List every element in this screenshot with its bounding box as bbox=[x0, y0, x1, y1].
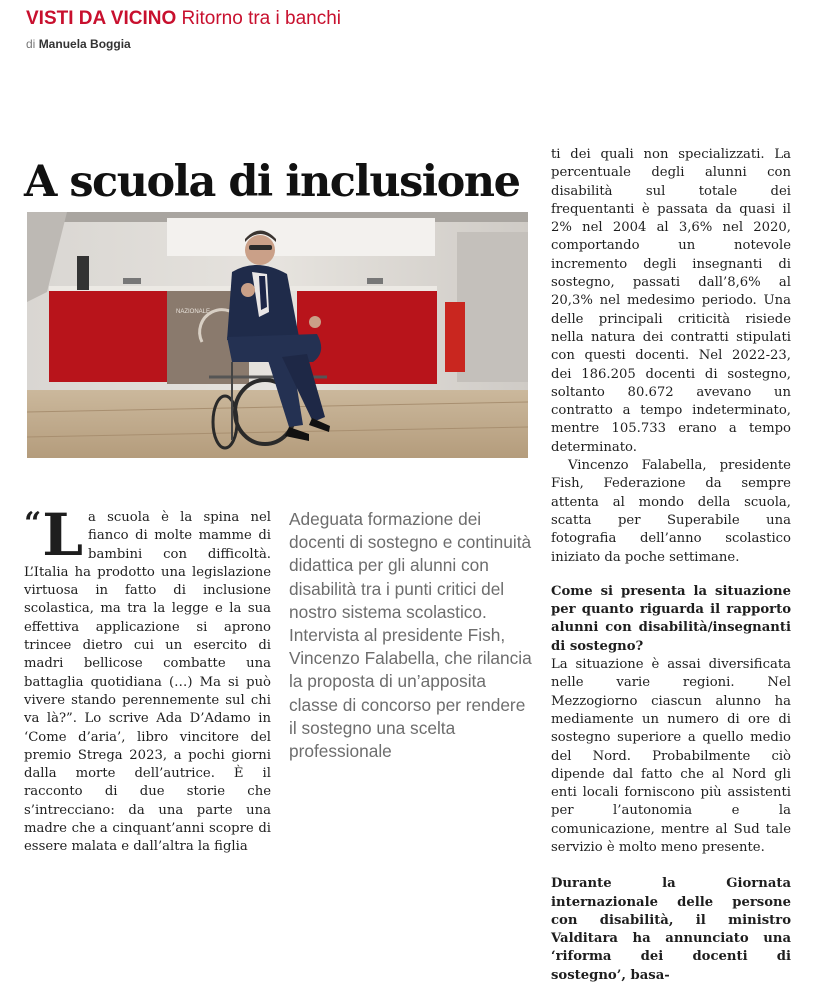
column-1-text: a scuola è la spina nel fianco di molte mamme di bambini con difficoltà. L’Italia ha prodotto una legislazione virtuosa in fatto di inclusione scolastica, ma tra la legge e la sua effettiva applicazione si aprono trincee dietro cui un esercito di madri bellicose combatte una battaglia quotidiana (…) Ma si può vivere stando perennemente sul chi va là?”. Lo scrive Ada D’Adamo in ‘Come d’aria’, libro vincitore del premio Strega 2023, a pochi giorni dalla morte dell’autrice. È il racconto di due storie che s’intrecciano: da una parte una madre che a cinquant’anni scopre di essere malata e dall’altra la figlia bbox=[24, 510, 271, 855]
column-3-bold-paragraph: Durante la Giornata internazionale delle persone con disabilità, il ministro Valditara ha annunciato una ‘riforma dei docenti di sostegno’, basa- bbox=[551, 876, 791, 983]
interview-question: Come si presenta la situazione per quanto riguarda il rapporto alunni con disabilità/insegnanti di sostegno? bbox=[551, 583, 791, 654]
podium-text: NAZIONALE bbox=[176, 309, 211, 315]
interview-answer: La situazione è assai diversificata nelle varie regioni. Nel Mezzogiorno ciascun alunno ha mediamente un numero di ore di sostegno superiore a quello medio del Nord. Probabilmente ciò dipende dal fatto che al Nord gli enti locali forniscono più assistenti per l’autonomia e la comunicazione, mentre al Sud tale servizio è molto meno presente. bbox=[551, 657, 791, 855]
subsection-name: Ritorno tra i banchi bbox=[181, 8, 342, 29]
byline bbox=[26, 37, 131, 51]
section-kicker bbox=[26, 8, 341, 30]
article-headline: A scuola di inclusione bbox=[24, 156, 520, 207]
opening-quote-mark: “ bbox=[24, 506, 42, 541]
byline-prefix: di bbox=[26, 37, 36, 51]
standfirst: Adeguata formazione dei docenti di sostegno e continuità didattica per gli alunni con disabilità tra i punti critici del nostro sistema scolastico. Intervista al presidente Fish, Vincenzo Falabella, che rilancia la proposta di un’apposita classe di concorso per rendere il sostegno una scelta professionale bbox=[289, 509, 532, 762]
column-3-paragraph-2: Vincenzo Falabella, presidente Fish, Federazione da sempre attenta al mondo della scuola, scatta per Superabile una fotografia dell’anno scolastico iniziato da poche settimane. bbox=[551, 458, 791, 565]
body-column-1 bbox=[24, 501, 271, 857]
article-photo bbox=[27, 212, 528, 458]
body-column-3 bbox=[551, 146, 791, 985]
section-name: VISTI DA VICINO bbox=[26, 8, 177, 29]
column-3-paragraph-1: ti dei quali non specializzati. La percentuale degli alunni con disabilità sul totale dei frequentanti è passata da quasi il 2% nel 2004 al 3,6% nel 2020, comportando un notevole incremento degli insegnanti di sostegno, passati dall’8,6% al 20,3% nel medesimo periodo. Una delle principali criticità risiede nella natura dei contratti stipulati con questi docenti. Nel 2022-23, dei 186.205 docenti di sostegno, soltanto 80.672 avevano un contratto a tempo indeterminato, mentre 105.733 erano a tempo determinato. bbox=[551, 147, 791, 455]
drop-cap: L bbox=[42, 501, 84, 569]
author-name: Manuela Boggia bbox=[38, 37, 131, 51]
